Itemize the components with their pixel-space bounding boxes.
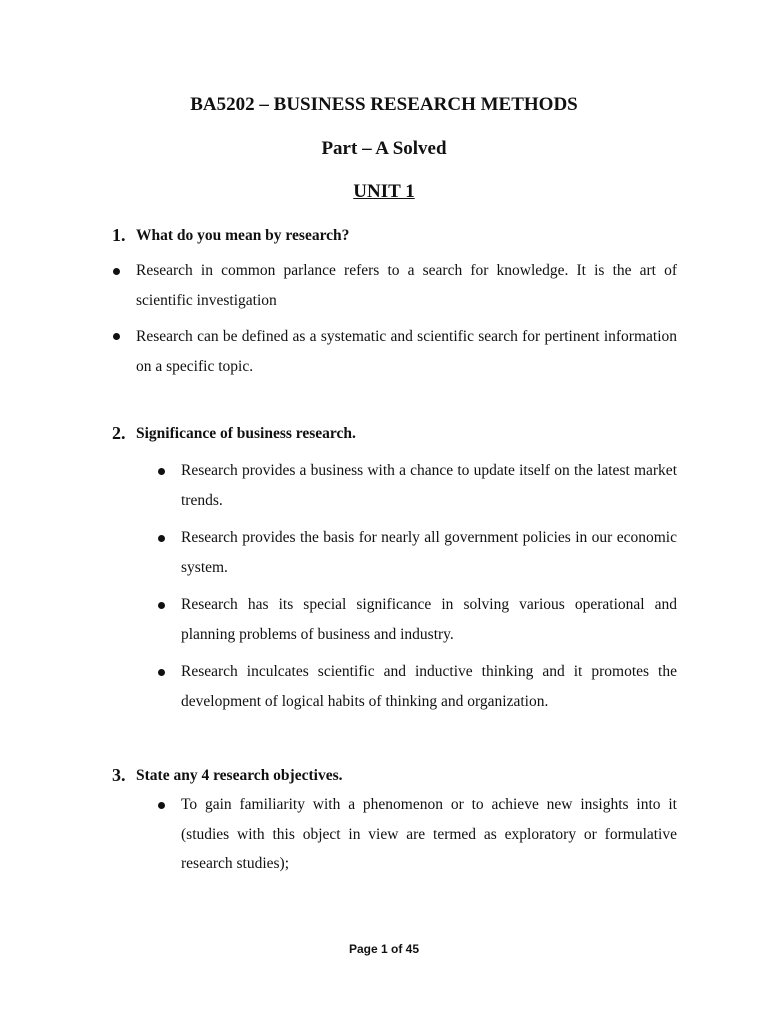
page-number: Page 1 of 45 bbox=[348, 942, 420, 956]
bullet-text: Research can be defined as a systematic and scientific search for pertinent information on a specific topic. bbox=[136, 328, 677, 375]
course-title: BA5202 – BUSINESS RESEARCH METHODS bbox=[190, 94, 578, 115]
bullet-text: Research in common parlance refers to a search for knowledge. It is the art of scientific investigation bbox=[136, 262, 677, 309]
bullet-text: To gain familiarity with a phenomenon or to achieve new insights into it (studies with this object in view are termed as exploratory or formulative research studies); bbox=[181, 796, 677, 872]
bullet-dot bbox=[158, 468, 165, 475]
question-2-title: Significance of business research. bbox=[136, 425, 356, 442]
question-2-number: 2. bbox=[112, 423, 126, 443]
bullet-dot bbox=[158, 669, 165, 676]
question-3-title: State any 4 research objectives. bbox=[136, 767, 343, 784]
bullet-text: Research has its special significance in solving various operational and planning problems of business and industry. bbox=[181, 596, 677, 643]
question-1-number: 1. bbox=[112, 225, 126, 245]
bullet-dot bbox=[158, 535, 165, 542]
bullet-text: Research inculcates scientific and inductive thinking and it promotes the development of logical habits of thinking and organization. bbox=[181, 663, 677, 710]
bullet-dot bbox=[158, 802, 165, 809]
bullet-dot bbox=[158, 602, 165, 609]
bullet-dot bbox=[113, 333, 120, 340]
bullet-text: Research provides a business with a chance to update itself on the latest market trends. bbox=[181, 462, 677, 509]
question-1-title: What do you mean by research? bbox=[136, 227, 350, 244]
unit-title: UNIT 1 bbox=[353, 181, 415, 202]
part-title: Part – A Solved bbox=[321, 138, 447, 159]
question-3-number: 3. bbox=[112, 765, 126, 785]
bullet-text: Research provides the basis for nearly all government policies in our economic system. bbox=[181, 529, 677, 576]
bullet-dot bbox=[113, 268, 120, 275]
